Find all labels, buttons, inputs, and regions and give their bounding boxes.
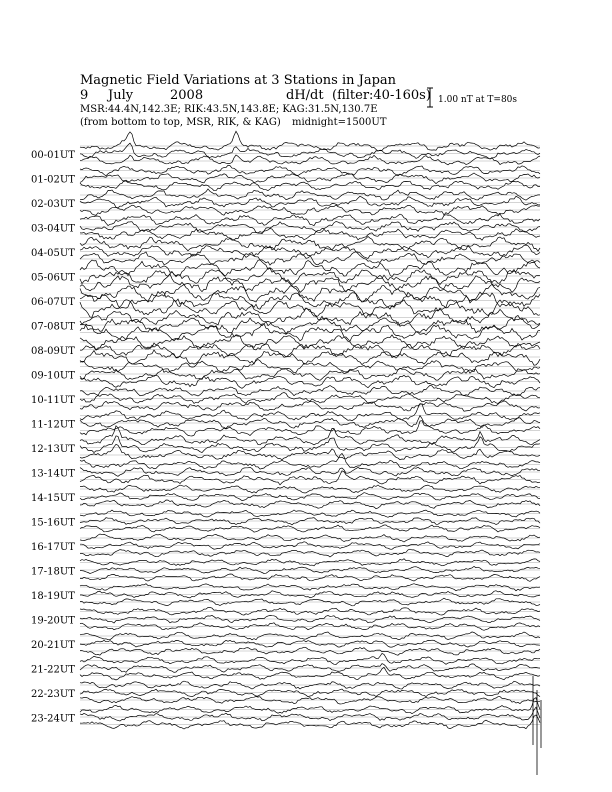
hour-label: 02-03UT [31,199,75,210]
hour-label: 23-24UT [31,713,75,725]
trace-line-RIK [80,173,540,184]
trace-line-MSR [80,471,540,485]
hour-label: 13-14UT [31,468,75,480]
trace-line-MSR [80,500,540,509]
hour-label: 08-09UT [31,346,75,357]
hour-label: 18-19UT [31,591,75,602]
scale-bar-label: 1.00 nT at T=80s [438,95,518,105]
hour-label: 16-17UT [31,542,75,553]
trace-line-MSR [80,444,540,459]
hour-label: 07-08UT [31,321,75,333]
midnight-note: midnight=1500UT [292,117,387,128]
hour-label: 00-01UT [31,150,75,161]
hour-label: 15-16UT [31,517,75,529]
date-year: 2008 [170,88,204,103]
trace-line-KAG [80,453,540,469]
hour-label: 01-02UT [31,174,75,186]
hour-label: 22-23UT [31,689,75,700]
hour-label: 05-06UT [31,272,75,284]
hour-label: 14-15UT [31,493,75,504]
hour-label: 12-13UT [31,444,75,455]
trace-line-MSR [80,155,540,165]
trace-line-RIK [80,416,540,429]
trace-line-KAG [80,189,540,200]
trace-line-MSR [80,667,540,680]
hour-label: 17-18UT [31,566,75,578]
filter-label: (filter:40-160s) [332,88,431,103]
trace-line-KAG [80,426,540,445]
hour-label: 21-22UT [31,664,75,676]
hour-label: 20-21UT [31,640,75,651]
hour-label: 19-20UT [31,615,75,627]
hour-label: 10-11UT [31,395,75,406]
trace-line-RIK [80,689,540,697]
hour-label: 09-10UT [31,370,75,382]
trace-line-KAG [80,653,540,664]
trace-line-KAG [80,131,540,151]
hour-label: 06-07UT [31,297,75,308]
hour-label: 11-12UT [31,419,75,431]
station-order-note: (from bottom to top, MSR, RIK, & KAG) [80,117,281,128]
hour-label: 03-04UT [31,223,75,235]
trace-line-RIK [80,368,540,380]
chart-title: Magnetic Field Variations at 3 Stations in Japan [80,73,397,88]
trace-line-MSR [80,375,540,388]
trace-line-RIK [80,344,540,358]
trace-line-RIK [80,436,540,453]
scale-bar [427,88,433,107]
trace-line-KAG [80,214,540,226]
trace-line-RIK [80,196,540,208]
hour-label: 04-05UT [31,248,75,259]
trace-line-KAG [80,385,540,396]
stations-label: MSR:44.4N,142.3E; RIK:43.5N,143.8E; KAG:31.5N,130.7E [80,104,378,115]
trace-line-MSR [80,252,540,265]
quantity-label: dH/dt [286,88,324,103]
date-day: 9 [80,88,89,103]
date-month: July [108,88,134,103]
